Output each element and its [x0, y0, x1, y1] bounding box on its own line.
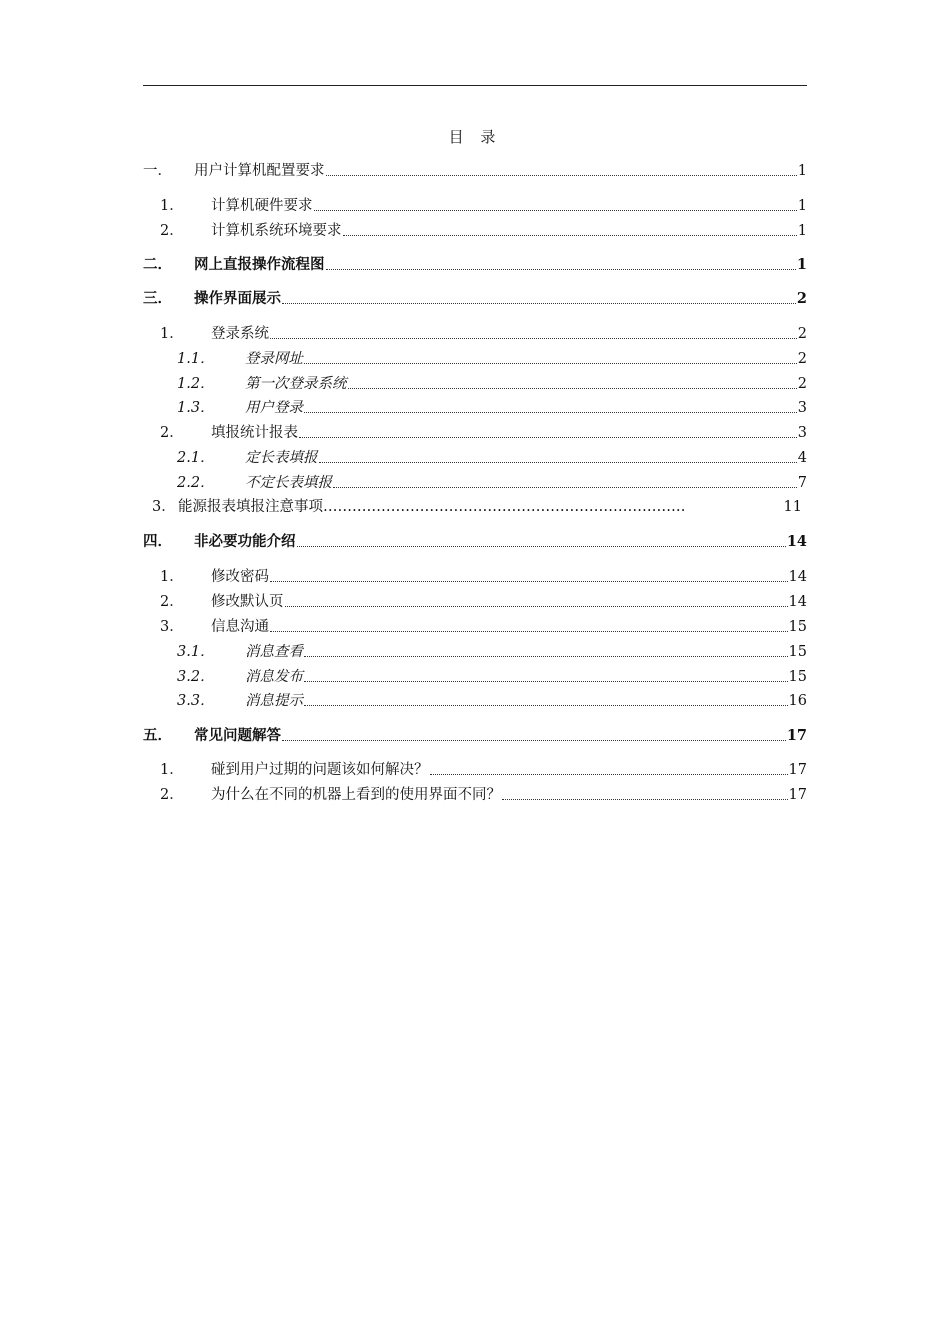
- toc-entry-page: 15: [788, 669, 807, 685]
- toc-leader: [304, 655, 788, 657]
- toc-entry-page: 3: [797, 400, 807, 416]
- toc-entry[interactable]: [160, 323, 807, 345]
- toc-leader: [502, 798, 788, 800]
- toc-entry-page: 2: [797, 326, 807, 342]
- toc-entry-page: 11: [783, 499, 802, 515]
- toc-entry[interactable]: [177, 348, 807, 370]
- toc-entry-text: 登录系统: [211, 326, 269, 342]
- toc-entry[interactable]: [143, 725, 807, 747]
- toc-title: 目 录: [448, 128, 502, 146]
- toc-leader: [270, 580, 788, 582]
- toc-entry-text: 修改密码: [211, 569, 269, 585]
- toc-entry-text: 消息提示: [245, 693, 303, 709]
- toc-entry[interactable]: [143, 531, 807, 553]
- toc-entry-page: 14: [788, 569, 807, 585]
- toc-entry-page: 3: [797, 425, 807, 441]
- toc-entry-number: 2．: [160, 787, 184, 803]
- toc-entry-text: 能源报表填报注意事项……: [178, 499, 352, 515]
- toc-entry-number: 3．: [160, 619, 184, 635]
- toc-entry-text: 用户登录: [245, 400, 303, 416]
- toc-leader: ……………………………………………………………: [352, 499, 686, 515]
- toc-entry[interactable]: [160, 220, 807, 242]
- toc-entry-text: 消息查看: [245, 644, 303, 660]
- toc-entry[interactable]: [177, 373, 807, 395]
- toc-leader: [304, 362, 797, 364]
- toc-entry-page: 1: [797, 163, 807, 179]
- toc-entry-number: 2．: [160, 425, 184, 441]
- toc-entry-page: 14: [788, 594, 807, 610]
- toc-leader: [430, 773, 788, 775]
- toc-entry[interactable]: [160, 759, 807, 781]
- toc-entry-number: 二．: [143, 256, 172, 273]
- toc-entry-text: 操作界面展示: [194, 290, 281, 307]
- toc-entry[interactable]: [160, 566, 807, 588]
- toc-entry-text: 修改默认页: [211, 594, 284, 610]
- toc-leader: [282, 739, 786, 741]
- toc-entry-page: 17: [788, 787, 807, 803]
- toc-entry-number: 1．: [160, 198, 184, 214]
- toc-entry-page: 15: [788, 619, 807, 635]
- toc-leader: [299, 436, 797, 438]
- toc-entry[interactable]: [160, 422, 807, 444]
- header-rule: [143, 85, 807, 86]
- toc-entry[interactable]: [143, 160, 807, 182]
- toc-entry-text: 不定长表填报: [245, 475, 332, 491]
- toc-leader: [270, 337, 797, 339]
- toc-entry-text: 用户计算机配置要求: [194, 163, 325, 179]
- toc-entry-number: 三．: [143, 290, 172, 307]
- toc-entry[interactable]: [177, 397, 807, 419]
- toc-entry-page: 4: [797, 450, 807, 466]
- toc-leader: [282, 302, 796, 304]
- toc-entry-text: 计算机硬件要求: [211, 198, 313, 214]
- toc-entry-page: 1: [797, 223, 807, 239]
- toc-entry-page: 17: [786, 727, 807, 744]
- toc-entry-text: 碰到用户过期的问题该如何解决？: [211, 762, 429, 778]
- toc-entry-text: 非必要功能介绍: [194, 533, 296, 550]
- toc-entry-page: 2: [797, 376, 807, 392]
- toc-entry-page: 1: [796, 256, 807, 273]
- toc-entry[interactable]: [160, 195, 807, 217]
- toc-entry-number: 2.1．: [177, 450, 215, 466]
- toc-entry-text: 登录网址: [245, 351, 303, 367]
- toc-entry-number: 1.3．: [177, 400, 215, 416]
- toc-entry[interactable]: [160, 591, 807, 613]
- toc-leader: [348, 387, 797, 389]
- toc-leader: [319, 461, 797, 463]
- toc-entry-text: 消息发布: [245, 669, 303, 685]
- toc-leader: [326, 268, 796, 270]
- toc-entry-number: 1．: [160, 569, 184, 585]
- toc-entry[interactable]: [177, 447, 807, 469]
- toc-entry-number: 3.2．: [177, 669, 215, 685]
- toc-entry-number: 1.1．: [177, 351, 215, 367]
- toc-leader: [343, 234, 797, 236]
- toc-leader: [297, 545, 786, 547]
- toc-entry-number: 2．: [160, 594, 184, 610]
- toc-entry[interactable]: [177, 690, 807, 712]
- toc-entry-page: 1: [797, 198, 807, 214]
- toc-entry-text: 为什么在不同的机器上看到的使用界面不同？: [211, 787, 501, 803]
- toc-leader: [314, 209, 797, 211]
- toc-leader: [333, 486, 797, 488]
- toc-entry-text: 常见问题解答: [194, 727, 281, 744]
- toc-leader: [304, 704, 788, 706]
- toc-leader: [304, 680, 788, 682]
- toc-entry-number: 1．: [160, 326, 184, 342]
- toc-entry[interactable]: [177, 666, 807, 688]
- toc-entry[interactable]: [177, 641, 807, 663]
- toc-entry-number: 3．: [152, 499, 176, 515]
- toc-entry[interactable]: [160, 616, 807, 638]
- toc-entry-page: 14: [786, 533, 807, 550]
- toc-entry-number: 3.3．: [177, 693, 215, 709]
- toc-leader: [304, 411, 797, 413]
- toc-leader: [326, 174, 797, 176]
- toc-entry-text: 第一次登录系统: [245, 376, 347, 392]
- toc-entry-number: 3.1．: [177, 644, 215, 660]
- toc-entry[interactable]: [143, 254, 807, 276]
- toc-entry[interactable]: [177, 472, 807, 494]
- toc-entry-page: 16: [788, 693, 807, 709]
- toc-entry-page: 2: [797, 351, 807, 367]
- toc-entry-number: 四．: [143, 533, 172, 550]
- toc-entry-number: 1.2．: [177, 376, 215, 392]
- toc-entry-text: 信息沟通: [211, 619, 269, 635]
- toc-entry-text: 填报统计报表: [211, 425, 298, 441]
- toc-entry-number: 五．: [143, 727, 172, 744]
- toc-entry[interactable]: [143, 288, 807, 310]
- toc-entry[interactable]: [152, 496, 802, 518]
- toc-leader: [270, 630, 788, 632]
- toc-entry-number: 2．: [160, 223, 184, 239]
- toc-entry-page: 17: [788, 762, 807, 778]
- toc-entry-text: 定长表填报: [245, 450, 318, 466]
- toc-entry-page: 15: [788, 644, 807, 660]
- toc-entry[interactable]: [160, 784, 807, 806]
- toc-leader: [285, 605, 788, 607]
- toc-entry-number: 1．: [160, 762, 184, 778]
- toc-entry-text: 计算机系统环境要求: [211, 223, 342, 239]
- toc-entry-number: 2.2．: [177, 475, 215, 491]
- toc-entry-text: 网上直报操作流程图: [194, 256, 325, 273]
- toc-entry-page: 2: [796, 290, 807, 307]
- toc-entry-page: 7: [797, 475, 807, 491]
- toc-entry-number: 一．: [143, 163, 172, 179]
